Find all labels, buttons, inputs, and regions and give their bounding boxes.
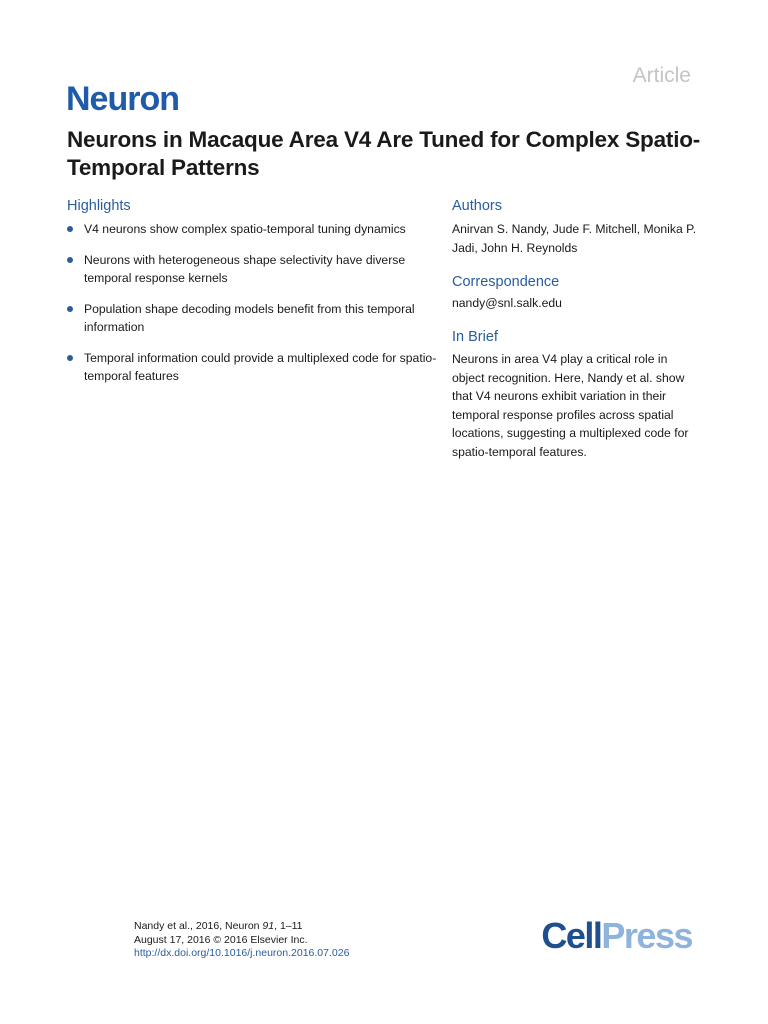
authors-list: Anirvan S. Nandy, Jude F. Mitchell, Monika P. Jadi, John H. Reynolds [452, 222, 697, 255]
date-line: August 17, 2016 © 2016 Elsevier Inc. [134, 933, 308, 946]
cellpress-logo-press: Press [601, 915, 692, 956]
bullet-icon [67, 355, 73, 361]
citation-pages: , 1–11 [274, 920, 303, 932]
highlight-item [67, 300, 442, 336]
citation-volume: 91 [262, 920, 275, 932]
article-type-label: Article [632, 64, 691, 87]
highlight-text: Neurons with heterogeneous shape selectivity have diverse temporal response kernels [84, 253, 406, 285]
paper-title: Neurons in Macaque Area V4 Are Tuned for Complex Spatio-Temporal Patterns [67, 127, 701, 180]
cellpress-logo [541, 915, 692, 956]
bullet-icon [67, 306, 73, 312]
in-brief-text: Neurons in area V4 play a critical role in object recognition. Here, Nandy et al. show that V4 neurons exhibit variation in their temporal response profiles across spatial locations, suggesting a multiplexed code for spatio-temporal features. [452, 352, 689, 459]
citation-prefix: Nandy et al., 2016, Neuron [134, 920, 263, 932]
bullet-icon [67, 257, 73, 263]
highlights-heading: Highlights [67, 198, 131, 214]
journal-logo: Neuron [66, 80, 179, 118]
correspondence-heading: Correspondence [452, 274, 560, 290]
doi-link[interactable]: http://dx.doi.org/10.1016/j.neuron.2016.07.026 [134, 947, 350, 959]
cellpress-logo-cell: Cell [541, 915, 602, 956]
highlight-item [67, 251, 442, 287]
bullet-icon [67, 226, 73, 232]
highlights-list [67, 220, 442, 398]
authors-heading: Authors [452, 198, 502, 214]
in-brief-heading: In Brief [452, 329, 498, 345]
citation-block [134, 920, 349, 961]
correspondence-email[interactable]: nandy@snl.salk.edu [452, 296, 562, 310]
highlight-item [67, 349, 442, 385]
highlight-text: Temporal information could provide a multiplexed code for spatio-temporal features [84, 351, 437, 383]
highlight-text: Population shape decoding models benefit from this temporal information [84, 302, 415, 334]
citation-line [134, 920, 349, 934]
highlight-text: V4 neurons show complex spatio-temporal tuning dynamics [84, 222, 406, 236]
highlight-item [67, 220, 442, 238]
